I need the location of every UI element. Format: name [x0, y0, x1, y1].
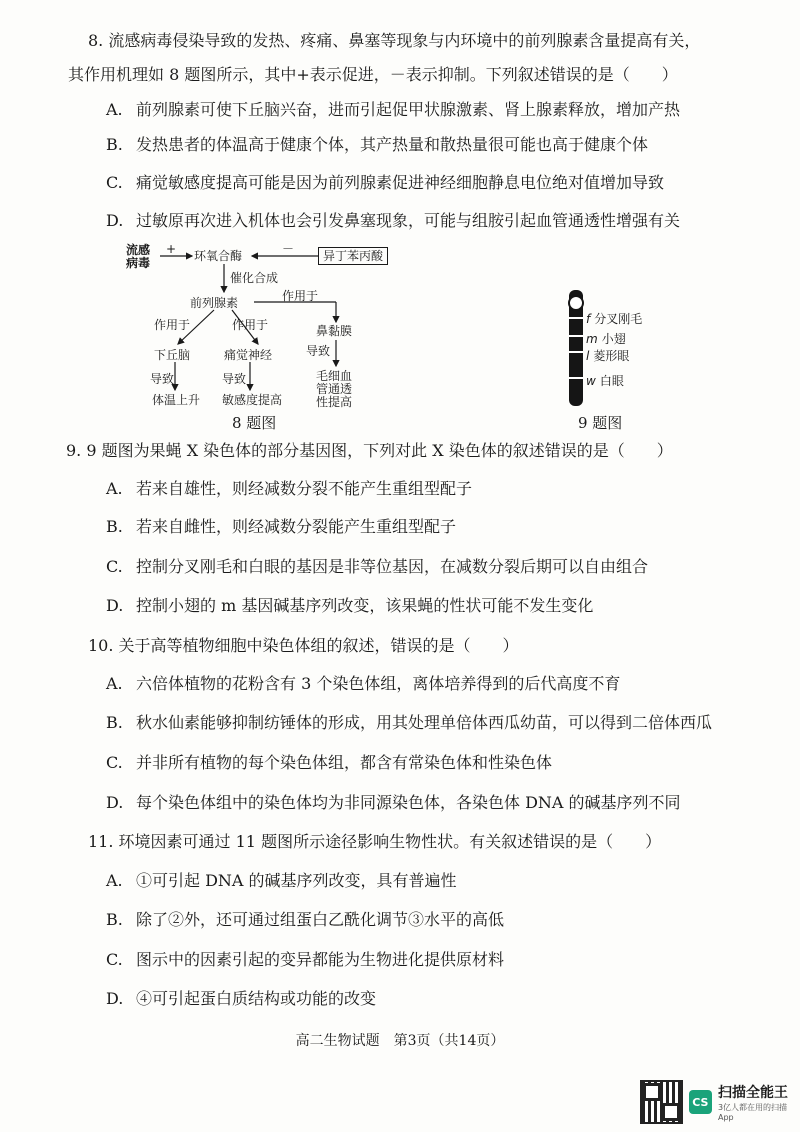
q9-option-c: C. 控制分叉刚毛和白眼的基因是非等位基因，在减数分裂后期可以自由组合 — [106, 557, 649, 576]
page-footer: 高二生物试题 第3页（共14页） — [295, 1033, 505, 1049]
fig8-virus: 流感 病毒 — [126, 243, 151, 270]
fig8-leads1: 导致 — [150, 372, 175, 386]
fig8-pain-nerve: 痛觉神经 — [224, 348, 273, 362]
fig8-hypothalamus: 下丘脑 — [154, 348, 191, 362]
figure-9-svg — [0, 0, 800, 440]
gene-m-label: m 小翅 — [586, 332, 626, 346]
q11-option-a: A. ①可引起 DNA 的碱基序列改变，具有普遍性 — [106, 871, 457, 890]
fig8-cox: 环氧合酶 — [194, 249, 243, 263]
q8-option-c: C. 痛觉敏感度提高可能是因为前列腺素促进神经细胞静息电位绝对值增加导致 — [106, 173, 665, 192]
fig8-acts-on-right: 作用于 — [232, 318, 269, 332]
q8-option-d: D. 过敏原再次进入机体也会引发鼻塞现象，可能与组胺引起血管通透性增强有关 — [106, 211, 681, 230]
fig8-minus-sign: － — [282, 242, 295, 256]
fig8-temp-up: 体温上升 — [152, 393, 201, 407]
fig8-nasal-mucosa: 鼻黏膜 — [316, 324, 353, 338]
q10-option-c: C. 并非所有植物的每个染色体组，都含有常染色体和性染色体 — [106, 753, 553, 772]
q8-stem-line2: 其作用机理如 8 题图所示，其中+表示促进，－表示抑制。下列叙述错误的是（ ） — [68, 65, 678, 84]
q8-option-a: A. 前列腺素可使下丘脑兴奋，进而引起促甲状腺激素、肾上腺素释放，增加产热 — [106, 100, 681, 119]
fig8-plus-sign: + — [166, 242, 177, 256]
q9-option-a: A. 若来自雄性，则经减数分裂不能产生重组型配子 — [106, 479, 473, 498]
q9-option-d: D. 控制小翅的 m 基因碱基序列改变，该果蝇的性状可能不发生变化 — [106, 596, 594, 615]
fig8-sens-up: 敏感度提高 — [222, 393, 283, 407]
gene-w-label: w 白眼 — [586, 374, 624, 388]
fig8-caption: 8 题图 — [232, 414, 277, 432]
q10-option-a: A. 六倍体植物的花粉含有 3 个染色体组，离体培养得到的后代高度不育 — [106, 674, 621, 693]
q11-option-c: C. 图示中的因素引起的变异都能为生物进化提供原材料 — [106, 950, 505, 969]
camscanner-logo-icon: CS — [689, 1090, 712, 1114]
fig8-leads2: 导致 — [222, 372, 247, 386]
q11-stem: 11. 环境因素可通过 11 题图所示途径影响生物性状。有关叙述错误的是（ ） — [88, 832, 662, 851]
fig8-catalyze: 催化合成 — [230, 271, 279, 285]
q8-option-b: B. 发热患者的体温高于健康个体，其产热量和散热量很可能也高于健康个体 — [106, 135, 649, 154]
qr-code-icon — [640, 1080, 683, 1124]
fig8-acts-on: 作用于 — [282, 289, 319, 303]
q11-option-d: D. ④可引起蛋白质结构或功能的改变 — [106, 989, 377, 1008]
q10-stem: 10. 关于高等植物细胞中染色体组的叙述，错误的是（ ） — [88, 636, 519, 655]
fig8-ibuprofen-box: 异丁苯丙酸 — [318, 247, 388, 265]
fig9-caption: 9 题图 — [578, 414, 623, 432]
fig8-leads3: 导致 — [306, 344, 331, 358]
q10-option-d: D. 每个染色体组中的染色体均为非同源染色体，各染色体 DNA 的碱基序列不同 — [106, 793, 681, 812]
q9-option-b: B. 若来自雌性，则经减数分裂能产生重组型配子 — [106, 517, 457, 536]
gene-l-label: l 菱形眼 — [586, 349, 630, 363]
scanner-brand: 扫描全能王 3亿人都在用的扫描App — [717, 1085, 788, 1122]
fig8-capillary: 毛细血 管通透 性提高 — [316, 369, 353, 409]
fig8-prostaglandin: 前列腺素 — [190, 296, 239, 310]
q9-stem: 9. 9 题图为果蝇 X 染色体的部分基因图，下列对此 X 染色体的叙述错误的是（ ） — [66, 441, 673, 460]
q11-option-b: B. 除了②外，还可通过组蛋白乙酰化调节③水平的高低 — [106, 910, 505, 929]
q10-option-b: B. 秋水仙素能够抑制纺锤体的形成，用其处理单倍体西瓜幼苗，可以得到二倍体西瓜 — [106, 713, 713, 732]
fig8-acts-on-left: 作用于 — [154, 318, 191, 332]
gene-f-label: f 分叉刚毛 — [586, 312, 643, 326]
q8-stem-line1: 8. 流感病毒侵染导致的发热、疼痛、鼻塞等现象与内环境中的前列腺素含量提高有关， — [88, 31, 701, 50]
scanner-watermark — [640, 1080, 800, 1124]
